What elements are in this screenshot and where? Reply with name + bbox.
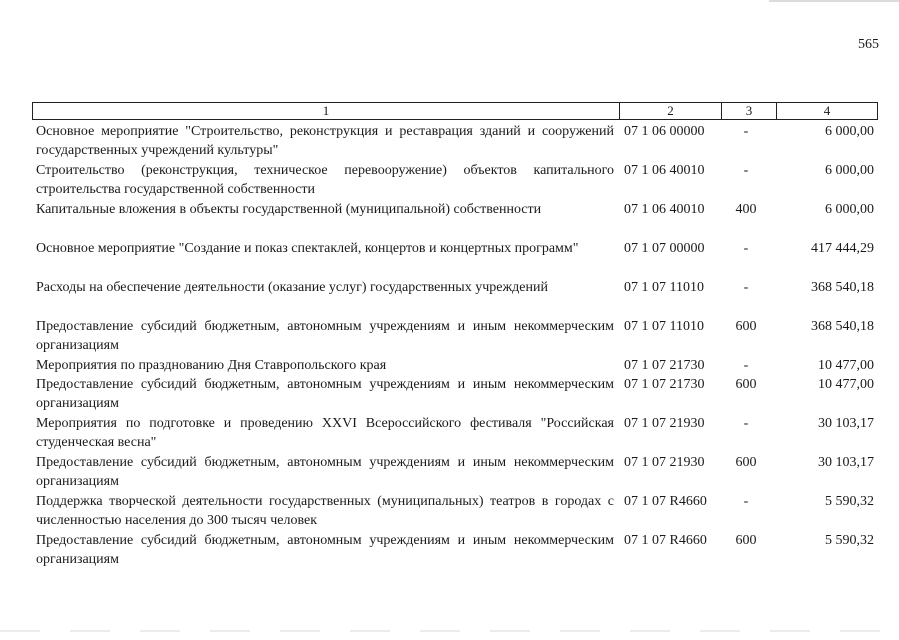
row-name: Предоставление субсидий бюджетным, автономным учреждениям и иным некоммерческим организациям (36, 455, 614, 489)
row-code: 07 1 06 40010 (624, 202, 705, 217)
row-type: 600 (735, 377, 757, 392)
row-code: 07 1 07 11010 (624, 319, 704, 334)
row-sum: 5 590,32 (825, 494, 874, 509)
row-name: Мероприятия по подготовке и проведению XXVI Всероссийского фестиваля "Российская студенческая весна" (36, 416, 614, 450)
row-name: Предоставление субсидий бюджетным, автономным учреждениям и иным некоммерческим организациям (36, 533, 614, 567)
table-header (32, 102, 878, 120)
row-code: 07 1 07 21930 (624, 455, 705, 470)
row-code: 07 1 07 11010 (624, 280, 704, 295)
row-sum: 10 477,00 (818, 377, 874, 392)
row-name: Основное мероприятие "Создание и показ спектаклей, концертов и концертных программ" (36, 241, 579, 256)
header-col-4: 4 (823, 103, 831, 118)
row-type: - (743, 241, 749, 256)
row-sum: 30 103,17 (818, 416, 874, 431)
row-sum: 6 000,00 (825, 124, 874, 139)
header-col-3: 3 (722, 103, 777, 119)
row-name: Предоставление субсидий бюджетным, автономным учреждениям и иным некоммерческим организациям (36, 377, 614, 411)
row-type: - (743, 280, 749, 295)
header-col-2: 2 (620, 103, 722, 119)
row-name: Предоставление субсидий бюджетным, автономным учреждениям и иным некоммерческим организациям (36, 319, 614, 353)
row-code: 07 1 07 21730 (624, 358, 705, 373)
row-code: 07 1 06 40010 (624, 163, 705, 178)
row-name: Основное мероприятие "Строительство, реконструкция и реставрация зданий и сооружений государственных учреждений культуры" (36, 124, 614, 158)
row-type: - (743, 163, 749, 178)
row-name: Поддержка творческой деятельности государственных (муниципальных) театров в городах с численностью населения до 300 тысяч человек (36, 494, 614, 528)
row-sum: 368 540,18 (811, 280, 874, 295)
row-type: 400 (735, 202, 757, 217)
row-type: - (743, 416, 749, 431)
row-type: 600 (735, 455, 757, 470)
row-name: Мероприятия по празднованию Дня Ставропольского края (36, 358, 387, 373)
scan-edge-line (769, 0, 899, 2)
row-name: Капитальные вложения в объекты государственной (муниципальной) собственности (36, 202, 542, 217)
row-type: - (743, 124, 749, 139)
row-type: - (743, 494, 749, 509)
row-code: 07 1 07 R4660 (624, 533, 707, 548)
row-sum: 6 000,00 (825, 163, 874, 178)
page-number: 565 (858, 37, 879, 52)
row-name: Расходы на обеспечение деятельности (оказание услуг) государственных учреждений (36, 280, 548, 295)
scan-bottom-artifact (0, 630, 899, 632)
row-sum: 368 540,18 (811, 319, 874, 334)
row-type: - (743, 358, 749, 373)
row-code: 07 1 07 R4660 (624, 494, 707, 509)
row-type: 600 (735, 319, 757, 334)
row-name: Строительство (реконструкция, техническое перевооружение) объектов капитального строительства государственной собственности (36, 163, 614, 197)
row-sum: 30 103,17 (818, 455, 874, 470)
row-code: 07 1 06 00000 (624, 124, 705, 139)
row-sum: 10 477,00 (818, 358, 874, 373)
header-col-1: 1 (33, 103, 620, 119)
row-sum: 417 444,29 (811, 241, 874, 256)
row-type: 600 (735, 533, 757, 548)
row-code: 07 1 07 00000 (624, 241, 705, 256)
row-sum: 5 590,32 (825, 533, 874, 548)
row-code: 07 1 07 21730 (624, 377, 705, 392)
row-code: 07 1 07 21930 (624, 416, 705, 431)
row-sum: 6 000,00 (825, 202, 874, 217)
